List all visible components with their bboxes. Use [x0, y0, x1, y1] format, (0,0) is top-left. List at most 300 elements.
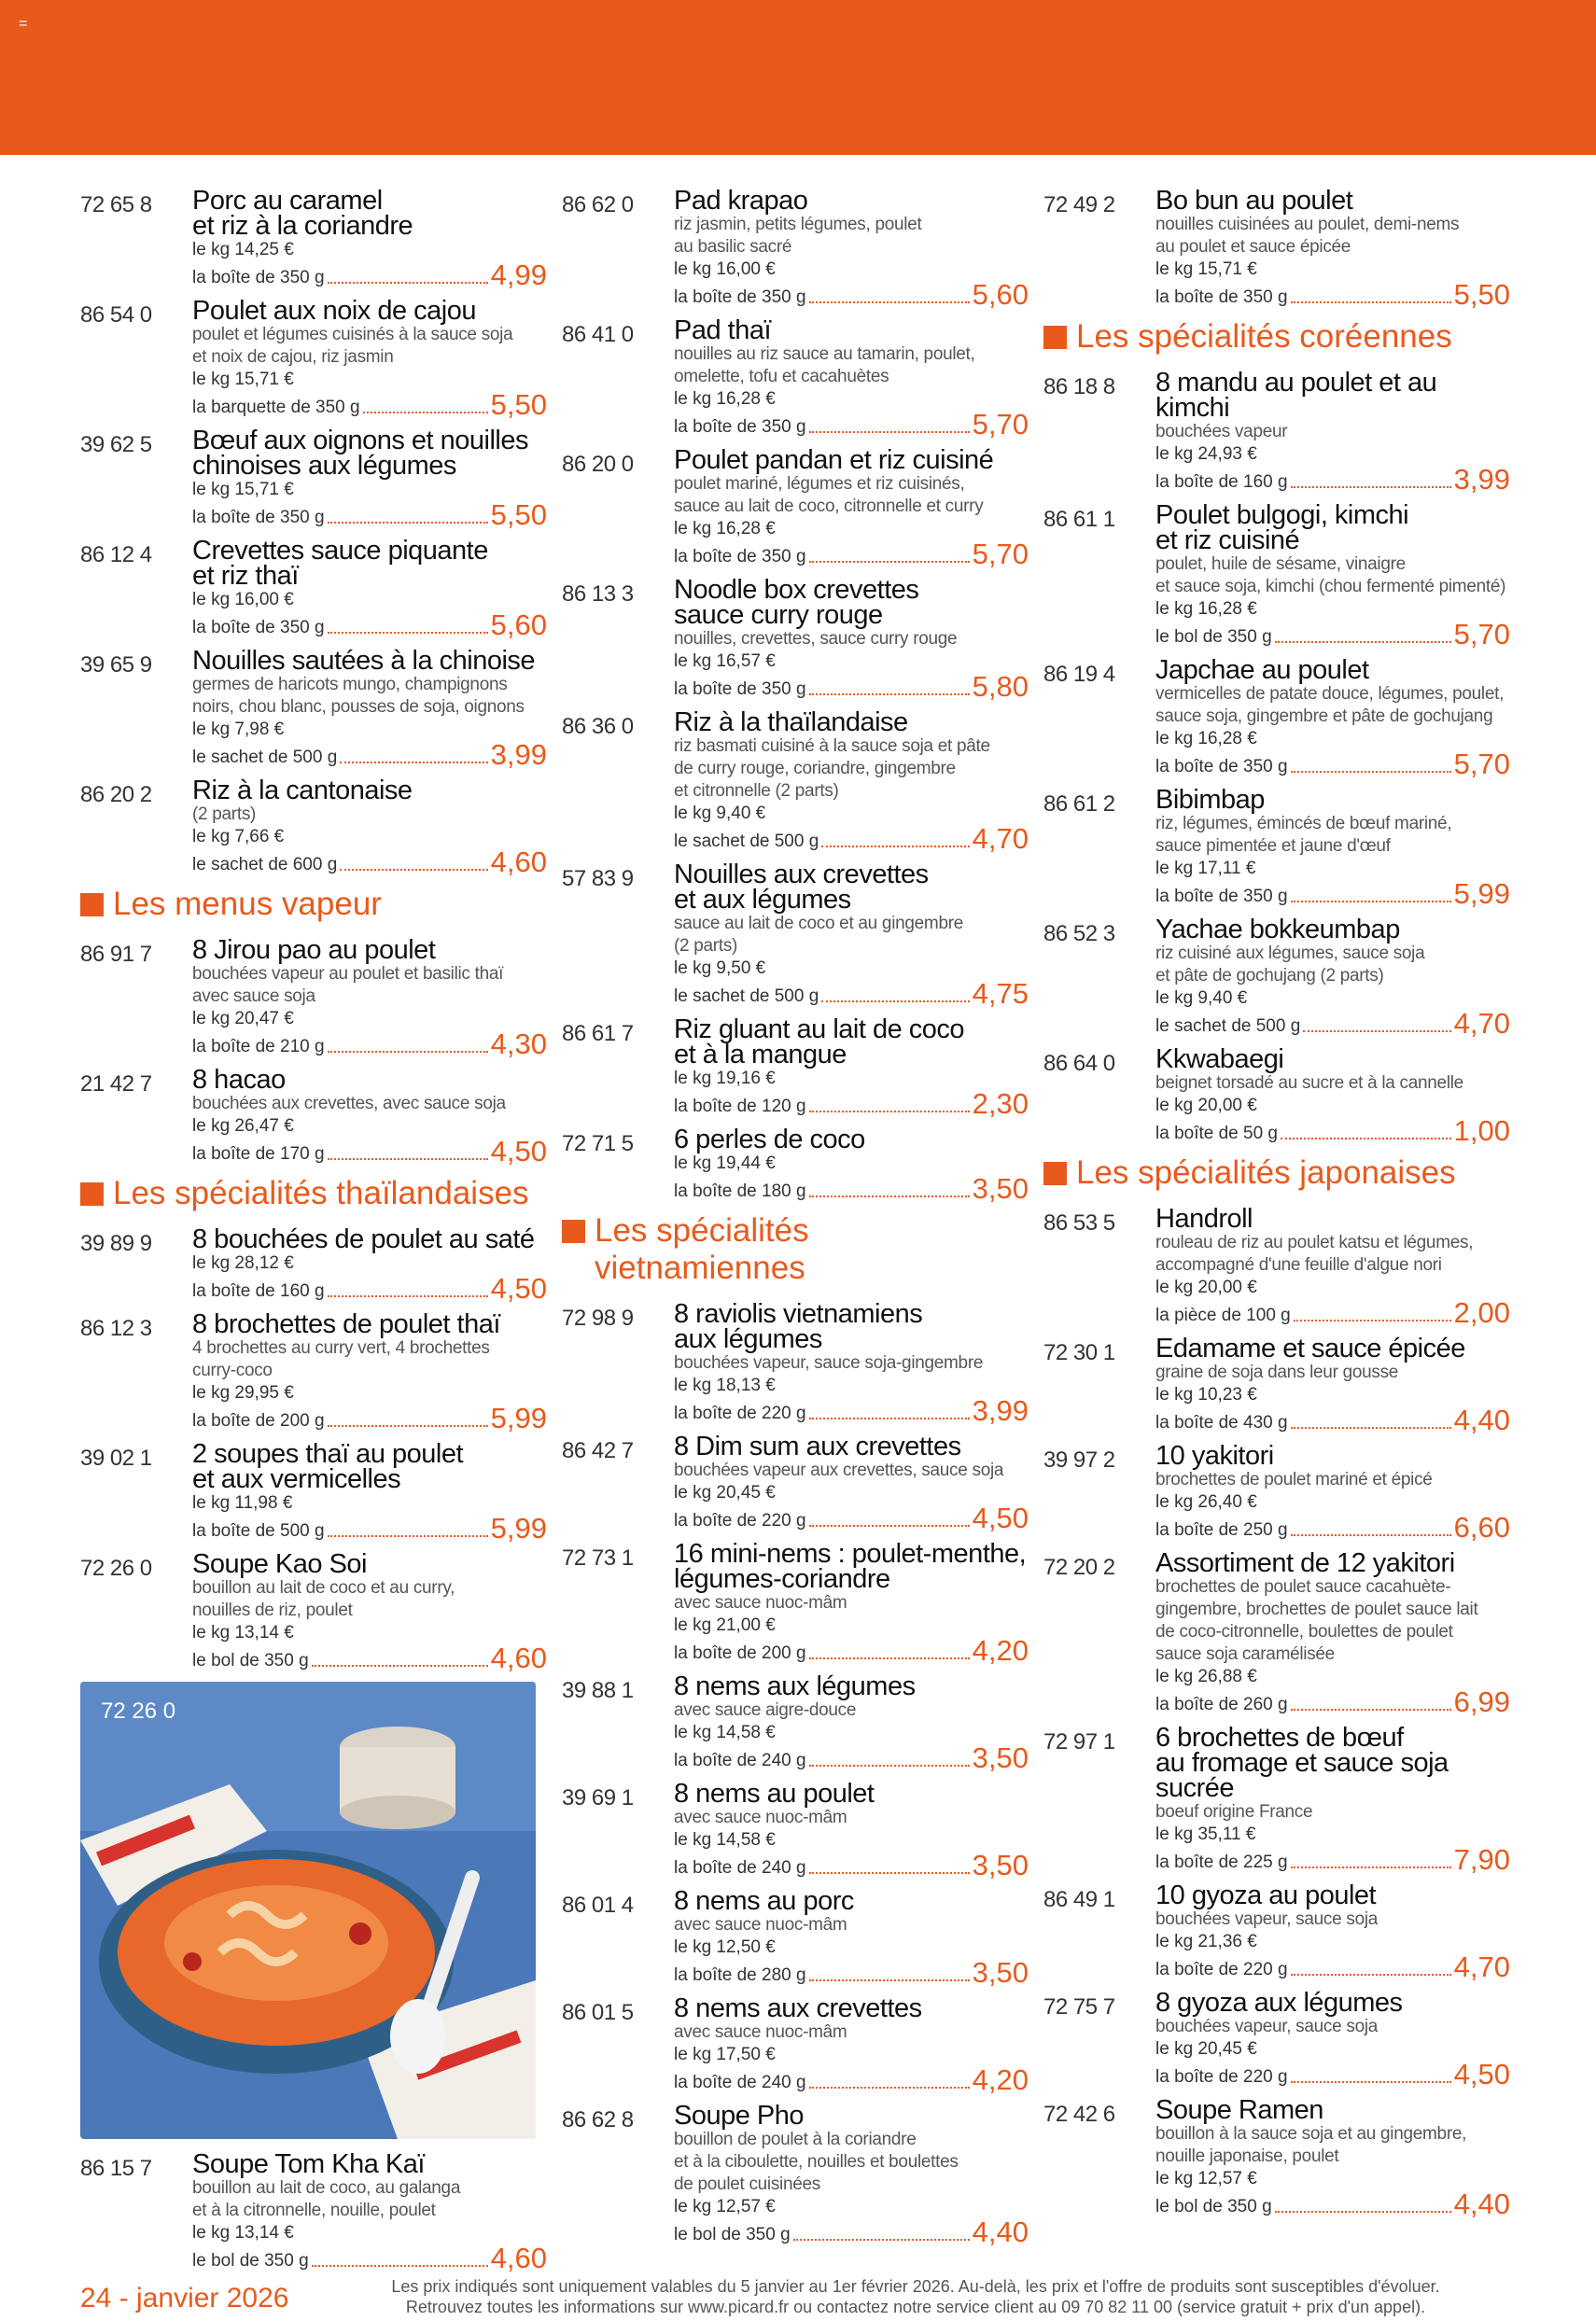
- product-body: [674, 1671, 1029, 1774]
- package-size: la boîte de 350 g: [674, 547, 806, 566]
- price-per-kg: le kg 16,00 €: [192, 590, 294, 609]
- product-description: omelette, tofu et cacahuètes: [674, 367, 889, 386]
- product-description: avec sauce soja: [192, 986, 315, 1006]
- section-header-japon: [1043, 1154, 1510, 1192]
- product-body: [1155, 917, 1510, 1038]
- package-size: la boîte de 350 g: [674, 679, 806, 699]
- product-body: [674, 1127, 1029, 1203]
- product-description: nouille japonaise, poulet: [1155, 2146, 1339, 2166]
- product-item: [562, 1014, 1029, 1120]
- product-body: [1155, 1548, 1510, 1718]
- product-name-line2: et à la mangue: [674, 1040, 847, 1070]
- product-code: 86 61 7: [562, 1021, 634, 1046]
- product-description: de coco-citronnelle, boulettes de poulet: [1155, 1622, 1453, 1642]
- product-price: 5,99: [1453, 877, 1510, 910]
- column-2: [562, 186, 1029, 2256]
- price-line: [192, 738, 547, 771]
- price-line: [674, 822, 1029, 855]
- section-title: Les spécialités: [595, 1212, 809, 1249]
- dot-leader: [821, 846, 969, 847]
- price-line: [1155, 2190, 1510, 2218]
- product-price: 5,70: [1453, 748, 1510, 780]
- product-description: bouchées vapeur au poulet et basilic thaï: [192, 964, 504, 984]
- price-per-kg: le kg 15,71 €: [1155, 259, 1257, 279]
- section-header-vapeur: [80, 886, 547, 923]
- product-name: 8 Dim sum aux crevettes: [674, 1432, 961, 1461]
- price-line: [1155, 877, 1510, 910]
- price-per-kg: le kg 12,57 €: [1155, 2169, 1257, 2188]
- package-size: la boîte de 160 g: [192, 1281, 325, 1301]
- dot-leader: [1291, 1427, 1451, 1429]
- product-name: Crevettes sauce piquante: [192, 536, 488, 566]
- dot-leader: [809, 2087, 970, 2089]
- package-size: la boîte de 240 g: [674, 1751, 806, 1770]
- product-item: [562, 1671, 1029, 1774]
- price-per-kg: le kg 7,66 €: [192, 827, 285, 846]
- product-item: [80, 2149, 547, 2274]
- dot-leader: [328, 1425, 488, 1427]
- product-body: [1155, 1723, 1510, 1876]
- product-code: 86 20 2: [80, 782, 152, 807]
- product-description: et pâte de gochujang (2 parts): [1155, 966, 1384, 986]
- product-description: sauce au lait de coco et au gingembre: [674, 914, 963, 933]
- dot-leader: [821, 1000, 969, 1002]
- price-per-kg: le kg 29,95 €: [192, 1383, 294, 1403]
- package-size: le bol de 350 g: [674, 2225, 791, 2244]
- product-body: [674, 315, 1029, 440]
- column-1: [80, 186, 547, 2282]
- product-item: [80, 1224, 547, 1305]
- product-code: 39 88 1: [562, 1678, 634, 1703]
- product-item: [562, 2101, 1029, 2248]
- price-per-kg: le kg 35,11 €: [1155, 1825, 1256, 1844]
- product-item: [562, 445, 1029, 570]
- product-code: 86 01 5: [562, 2000, 634, 2025]
- header-banner: [0, 0, 1596, 155]
- package-size: la boîte de 220 g: [674, 1404, 806, 1423]
- product-name: 8 raviolis vietnamiens: [674, 1299, 923, 1329]
- product-name: 2 soupes thaï au poulet: [192, 1439, 464, 1469]
- price-line: [1155, 463, 1510, 496]
- product-price: 4,60: [490, 846, 547, 878]
- product-price: 3,50: [972, 1849, 1029, 1881]
- product-description: bouchées vapeur, sauce soja: [1155, 2017, 1379, 2036]
- price-per-kg: le kg 19,44 €: [674, 1154, 776, 1173]
- product-name-line2: au fromage et sauce soja sucrée: [1155, 1748, 1449, 1803]
- price-line: [1155, 1296, 1510, 1329]
- package-size: la boîte de 350 g: [1155, 287, 1288, 307]
- product-name: Poulet aux noix de cajou: [192, 296, 476, 326]
- package-size: le sachet de 600 g: [192, 855, 338, 874]
- product-description: gingembre, brochettes de poulet sauce lait: [1155, 1600, 1478, 1619]
- product-body: [1155, 1336, 1510, 1434]
- product-name: Bibimbap: [1155, 785, 1265, 815]
- package-size: la boîte de 220 g: [1155, 2067, 1288, 2087]
- product-body: [1155, 1441, 1510, 1544]
- dot-leader: [328, 522, 488, 524]
- price-per-kg: le kg 26,47 €: [192, 1116, 294, 1136]
- product-item: [562, 315, 1029, 440]
- dot-leader: [1291, 1709, 1451, 1711]
- column-3: [1043, 186, 1510, 2228]
- package-size: la boîte de 250 g: [1155, 1520, 1288, 1540]
- dot-leader: [1281, 1138, 1451, 1140]
- dot-leader: [1291, 1974, 1451, 1976]
- product-name-line2: et riz à la coriandre: [192, 211, 413, 241]
- price-per-kg: le kg 20,00 €: [1155, 1096, 1257, 1115]
- product-description: poulet et légumes cuisinés à la sauce soja: [192, 325, 513, 344]
- product-description: bouchées vapeur, sauce soja-gingembre: [674, 1353, 984, 1373]
- product-code: 39 02 1: [80, 1446, 152, 1471]
- package-size: la boîte de 350 g: [674, 417, 806, 437]
- product-code: 86 52 3: [1043, 921, 1115, 946]
- product-description: et sauce soja, kimchi (chou fermenté pimenté): [1155, 577, 1506, 596]
- product-code: 86 62 8: [562, 2107, 634, 2132]
- product-body: [1155, 1988, 1510, 2090]
- product-price: 5,60: [972, 278, 1029, 311]
- product-description: sauce soja caramélisée: [1155, 1644, 1335, 1664]
- product-price: 3,99: [972, 1394, 1029, 1427]
- product-code: 86 20 0: [562, 452, 634, 477]
- product-body: [192, 1439, 547, 1545]
- dot-leader: [1275, 641, 1451, 643]
- price-per-kg: le kg 9,40 €: [674, 804, 766, 823]
- dot-leader: [809, 1979, 970, 1981]
- product-item: [562, 1886, 1029, 1989]
- product-item: [80, 538, 547, 639]
- product-description: bouillon au lait de coco et au curry,: [192, 1578, 455, 1598]
- dot-leader: [340, 869, 487, 871]
- product-description: sauce soja, gingembre et pâte de gochujang: [1155, 706, 1493, 726]
- product-name-line2: et riz cuisiné: [1155, 525, 1300, 555]
- product-name: Kkwabaegi: [1155, 1044, 1284, 1074]
- product-name: 6 perles de coco: [674, 1125, 865, 1154]
- price-per-kg: le kg 13,14 €: [192, 1623, 294, 1643]
- product-price: 3,50: [972, 1956, 1029, 1989]
- section-title: Les spécialités japonaises: [1076, 1154, 1456, 1191]
- dot-leader: [363, 412, 488, 413]
- product-body: [674, 862, 1029, 1008]
- product-price: 7,90: [1453, 1843, 1510, 1876]
- product-code: 86 12 3: [80, 1316, 152, 1341]
- dot-leader: [1291, 2081, 1451, 2083]
- package-size: la boîte de 430 g: [1155, 1413, 1288, 1433]
- product-price: 4,30: [490, 1028, 547, 1060]
- price-per-kg: le kg 10,23 €: [1155, 1385, 1257, 1405]
- price-line: [674, 408, 1029, 440]
- product-name: Bœuf aux oignons et nouilles: [192, 426, 528, 455]
- product-price: 3,99: [490, 738, 547, 771]
- product-code: 72 65 8: [80, 192, 152, 217]
- product-code: 86 53 5: [1043, 1210, 1115, 1236]
- product-description: (2 parts): [192, 804, 257, 824]
- product-item: [80, 778, 547, 876]
- dot-leader: [1294, 1320, 1451, 1321]
- product-price: 5,50: [490, 498, 547, 531]
- price-line: [674, 1394, 1029, 1427]
- product-code: 39 97 2: [1043, 1447, 1115, 1473]
- product-name: 6 brochettes de bœuf: [1155, 1723, 1404, 1753]
- package-size: le sachet de 500 g: [674, 832, 819, 851]
- product-description: de poulet cuisinées: [674, 2174, 820, 2194]
- product-name-line2: légumes-coriandre: [674, 1564, 890, 1594]
- product-item: [1043, 1441, 1510, 1544]
- price-per-kg: le kg 14,58 €: [674, 1723, 776, 1742]
- product-description: sauce au lait de coco, citronnelle et curry: [674, 496, 984, 516]
- product-price: 4,75: [972, 977, 1029, 1010]
- price-per-kg: le kg 20,47 €: [192, 1009, 294, 1028]
- product-description: graine de soja dans leur gousse: [1155, 1363, 1399, 1382]
- product-name: 8 nems aux crevettes: [674, 1993, 922, 2023]
- product-description: bouchées aux crevettes, avec sauce soja: [192, 1094, 506, 1113]
- product-description: bouillon à la sauce soja et au gingembre,: [1155, 2124, 1467, 2144]
- product-price: 4,70: [972, 822, 1029, 855]
- price-line: [674, 1741, 1029, 1774]
- product-item: [1043, 1548, 1510, 1718]
- product-name: Soupe Ramen: [1155, 2095, 1323, 2125]
- dot-leader: [1303, 1030, 1450, 1032]
- price-line: [192, 848, 547, 876]
- price-per-kg: le kg 17,11 €: [1155, 859, 1256, 878]
- product-item: [80, 296, 547, 421]
- product-item: [1043, 655, 1510, 780]
- price-per-kg: le kg 12,57 €: [674, 2197, 776, 2216]
- product-price: 4,70: [1453, 1950, 1510, 1983]
- product-code: 21 42 7: [80, 1071, 152, 1097]
- product-name: Pad thaï: [674, 315, 772, 345]
- product-code: 86 64 0: [1043, 1051, 1115, 1076]
- product-body: [674, 1014, 1029, 1120]
- dot-leader: [793, 2239, 970, 2241]
- price-per-kg: le kg 13,14 €: [192, 2223, 294, 2243]
- dot-leader: [1291, 901, 1451, 902]
- package-size: la boîte de 500 g: [192, 1521, 325, 1541]
- section-square-icon: [80, 893, 104, 916]
- product-name: Soupe Kao Soi: [192, 1549, 367, 1579]
- product-name: 8 bouchées de poulet au saté: [192, 1224, 535, 1254]
- product-code: 39 65 9: [80, 652, 152, 678]
- product-name: 16 mini-nems : poulet-menthe,: [674, 1539, 1027, 1569]
- product-code: 72 97 1: [1043, 1729, 1115, 1755]
- product-body: [192, 778, 547, 876]
- product-code: 39 69 1: [562, 1785, 634, 1811]
- product-description: brochettes de poulet mariné et épicé: [1155, 1470, 1433, 1489]
- dot-leader: [1291, 771, 1451, 773]
- price-per-kg: le kg 15,71 €: [192, 480, 294, 499]
- product-name: Riz à la thaïlandaise: [674, 707, 908, 737]
- product-code: 57 83 9: [562, 866, 634, 891]
- product-body: [192, 186, 547, 291]
- price-per-kg: le kg 28,12 €: [192, 1253, 294, 1273]
- product-price: 4,40: [1453, 1404, 1510, 1436]
- product-body: [192, 646, 547, 771]
- product-body: [1155, 785, 1510, 910]
- price-per-kg: le kg 21,00 €: [674, 1615, 776, 1635]
- price-line: [674, 977, 1029, 1010]
- product-name: Japchae au poulet: [1155, 655, 1369, 685]
- price-per-kg: le kg 16,28 €: [674, 389, 776, 409]
- product-description: nouilles cuisinées au poulet, demi-nems: [1155, 215, 1460, 234]
- price-line: [1155, 1007, 1510, 1040]
- product-name: 10 yakitori: [1155, 1441, 1274, 1471]
- package-size: la boîte de 240 g: [674, 1858, 806, 1878]
- product-name: 10 gyoza au poulet: [1155, 1881, 1377, 1910]
- product-code: 39 62 5: [80, 432, 152, 457]
- product-description: noirs, chou blanc, pousses de soja, oignons: [192, 697, 525, 717]
- section-square-icon: [1043, 1162, 1067, 1185]
- product-item: [562, 1539, 1029, 1667]
- product-item: [1043, 368, 1510, 496]
- product-description: bouchées vapeur: [1155, 422, 1288, 441]
- product-body: [1155, 500, 1510, 650]
- price-line: [1155, 278, 1510, 311]
- price-line: [1155, 1406, 1510, 1434]
- product-description: avec sauce nuoc-mâm: [674, 2022, 847, 2042]
- product-description: vermicelles de patate douce, légumes, poulet,: [1155, 684, 1505, 704]
- product-price: 4,60: [490, 1642, 547, 1674]
- package-size: la boîte de 350 g: [192, 508, 325, 527]
- product-name: 8 hacao: [192, 1065, 286, 1095]
- price-line: [674, 2218, 1029, 2246]
- product-name: 8 nems au porc: [674, 1886, 854, 1916]
- product-name: Riz à la cantonaise: [192, 776, 413, 805]
- package-size: la boîte de 350 g: [674, 287, 806, 307]
- product-body: [192, 2149, 547, 2274]
- product-body: [192, 1224, 547, 1305]
- price-per-kg: le kg 16,28 €: [1155, 729, 1257, 748]
- product-photo: [80, 1682, 536, 2139]
- price-per-kg: le kg 14,25 €: [192, 240, 294, 259]
- product-description: 4 brochettes au curry vert, 4 brochettes: [192, 1338, 490, 1358]
- dot-leader: [328, 1158, 488, 1160]
- product-item: [562, 1434, 1029, 1532]
- product-item: [562, 862, 1029, 1008]
- product-name: Porc au caramel: [192, 186, 383, 216]
- price-line: [674, 1087, 1029, 1120]
- product-code: 86 18 8: [1043, 374, 1115, 399]
- product-description: boeuf origine France: [1155, 1802, 1313, 1822]
- product-description: curry-coco: [192, 1361, 273, 1380]
- product-item: [1043, 1336, 1510, 1434]
- price-line: [192, 1030, 547, 1058]
- product-price: 4,70: [1453, 1007, 1510, 1040]
- product-description: poulet mariné, légumes et riz cuisinés,: [674, 474, 965, 494]
- product-description: riz jasmin, petits légumes, poulet: [674, 215, 922, 234]
- product-item: [80, 428, 547, 529]
- product-description: accompagné d'une feuille d'algue nori: [1155, 1255, 1442, 1275]
- product-code: 86 13 3: [562, 581, 634, 607]
- product-description: riz basmati cuisiné à la sauce soja et pâte: [674, 736, 990, 756]
- price-line: [674, 1956, 1029, 1989]
- price-per-kg: le kg 16,28 €: [1155, 599, 1257, 619]
- product-code: 86 41 0: [562, 322, 634, 347]
- section-square-icon: [1043, 326, 1067, 349]
- product-price: 4,40: [972, 2216, 1029, 2248]
- product-body: [674, 1779, 1029, 1881]
- dot-leader: [809, 431, 970, 433]
- product-name: 8 gyoza aux légumes: [1155, 1988, 1403, 2018]
- product-description: bouillon de poulet à la coriandre: [674, 2130, 917, 2149]
- product-name: Bo bun au poulet: [1155, 186, 1353, 216]
- dot-leader: [1291, 486, 1451, 488]
- product-item: [1043, 1883, 1510, 1981]
- product-item: [80, 186, 547, 291]
- product-body: [192, 428, 547, 529]
- dot-leader: [328, 1295, 488, 1297]
- price-per-kg: le kg 26,88 €: [1155, 1667, 1257, 1686]
- price-per-kg: le kg 11,98 €: [192, 1493, 293, 1513]
- price-per-kg: le kg 9,40 €: [1155, 988, 1248, 1008]
- product-price: 4,20: [972, 2063, 1029, 2096]
- price-line: [674, 670, 1029, 703]
- product-body: [1155, 1883, 1510, 1981]
- product-description: avec sauce nuoc-mâm: [674, 1808, 847, 1827]
- package-size: le bol de 350 g: [192, 2251, 309, 2271]
- section-title-line2: vietnamiennes: [595, 1250, 805, 1286]
- dot-leader: [312, 1665, 488, 1667]
- product-body: [192, 1549, 547, 1674]
- product-name: Soupe Tom Kha Kaï: [192, 2149, 425, 2179]
- product-item: [80, 1439, 547, 1545]
- product-description: avec sauce aigre-douce: [674, 1700, 857, 1720]
- product-body: [674, 1993, 1029, 2096]
- product-name-line2: chinoises aux légumes: [192, 451, 456, 481]
- price-line: [674, 278, 1029, 311]
- section-header-thai: [80, 1175, 547, 1212]
- price-line: [192, 2244, 547, 2272]
- product-body: [1155, 1204, 1510, 1329]
- price-per-kg: le kg 7,98 €: [192, 720, 285, 739]
- product-item: [1043, 1204, 1510, 1329]
- product-description: de curry rouge, coriandre, gingembre: [674, 759, 956, 778]
- product-code: 86 01 4: [562, 1893, 634, 1918]
- product-name: Riz gluant au lait de coco: [674, 1014, 965, 1044]
- product-price: 4,60: [490, 2242, 547, 2274]
- product-item: [562, 575, 1029, 703]
- product-code: 72 98 9: [562, 1306, 634, 1331]
- product-code: 86 49 1: [1043, 1887, 1115, 1912]
- price-per-kg: le kg 20,00 €: [1155, 1278, 1257, 1297]
- product-description: poulet, huile de sésame, vinaigre: [1155, 554, 1406, 574]
- price-line: [192, 608, 547, 641]
- section-title: Les spécialités coréennes: [1076, 318, 1452, 355]
- product-price: 4,40: [1453, 2188, 1510, 2220]
- product-description: nouilles, crevettes, sauce curry rouge: [674, 629, 958, 649]
- product-price: 4,50: [490, 1272, 547, 1305]
- package-size: la boîte de 180 g: [674, 1181, 806, 1201]
- dot-leader: [328, 282, 488, 284]
- product-name: Yachae bokkeumbap: [1155, 915, 1400, 944]
- product-price: 3,50: [972, 1741, 1029, 1774]
- menu-icon[interactable]: =: [19, 16, 28, 32]
- product-description: et citronnelle (2 parts): [674, 781, 839, 801]
- dot-leader: [809, 1525, 970, 1527]
- product-name: Noodle box crevettes: [674, 575, 919, 605]
- product-description: et à la citronnelle, nouille, poulet: [192, 2201, 436, 2220]
- product-name: Nouilles aux crevettes: [674, 860, 929, 889]
- package-size: le bol de 350 g: [192, 1651, 309, 1671]
- product-price: 4,99: [490, 259, 547, 291]
- product-item: [80, 646, 547, 771]
- product-description: bouchées vapeur, sauce soja: [1155, 1909, 1379, 1929]
- product-body: [674, 186, 1029, 311]
- price-line: [192, 498, 547, 531]
- dot-leader: [809, 1195, 970, 1197]
- section-square-icon: [80, 1182, 104, 1206]
- section-title: Les menus vapeur: [113, 886, 382, 922]
- product-code: 72 73 1: [562, 1545, 634, 1571]
- product-code: 72 75 7: [1043, 1994, 1115, 2020]
